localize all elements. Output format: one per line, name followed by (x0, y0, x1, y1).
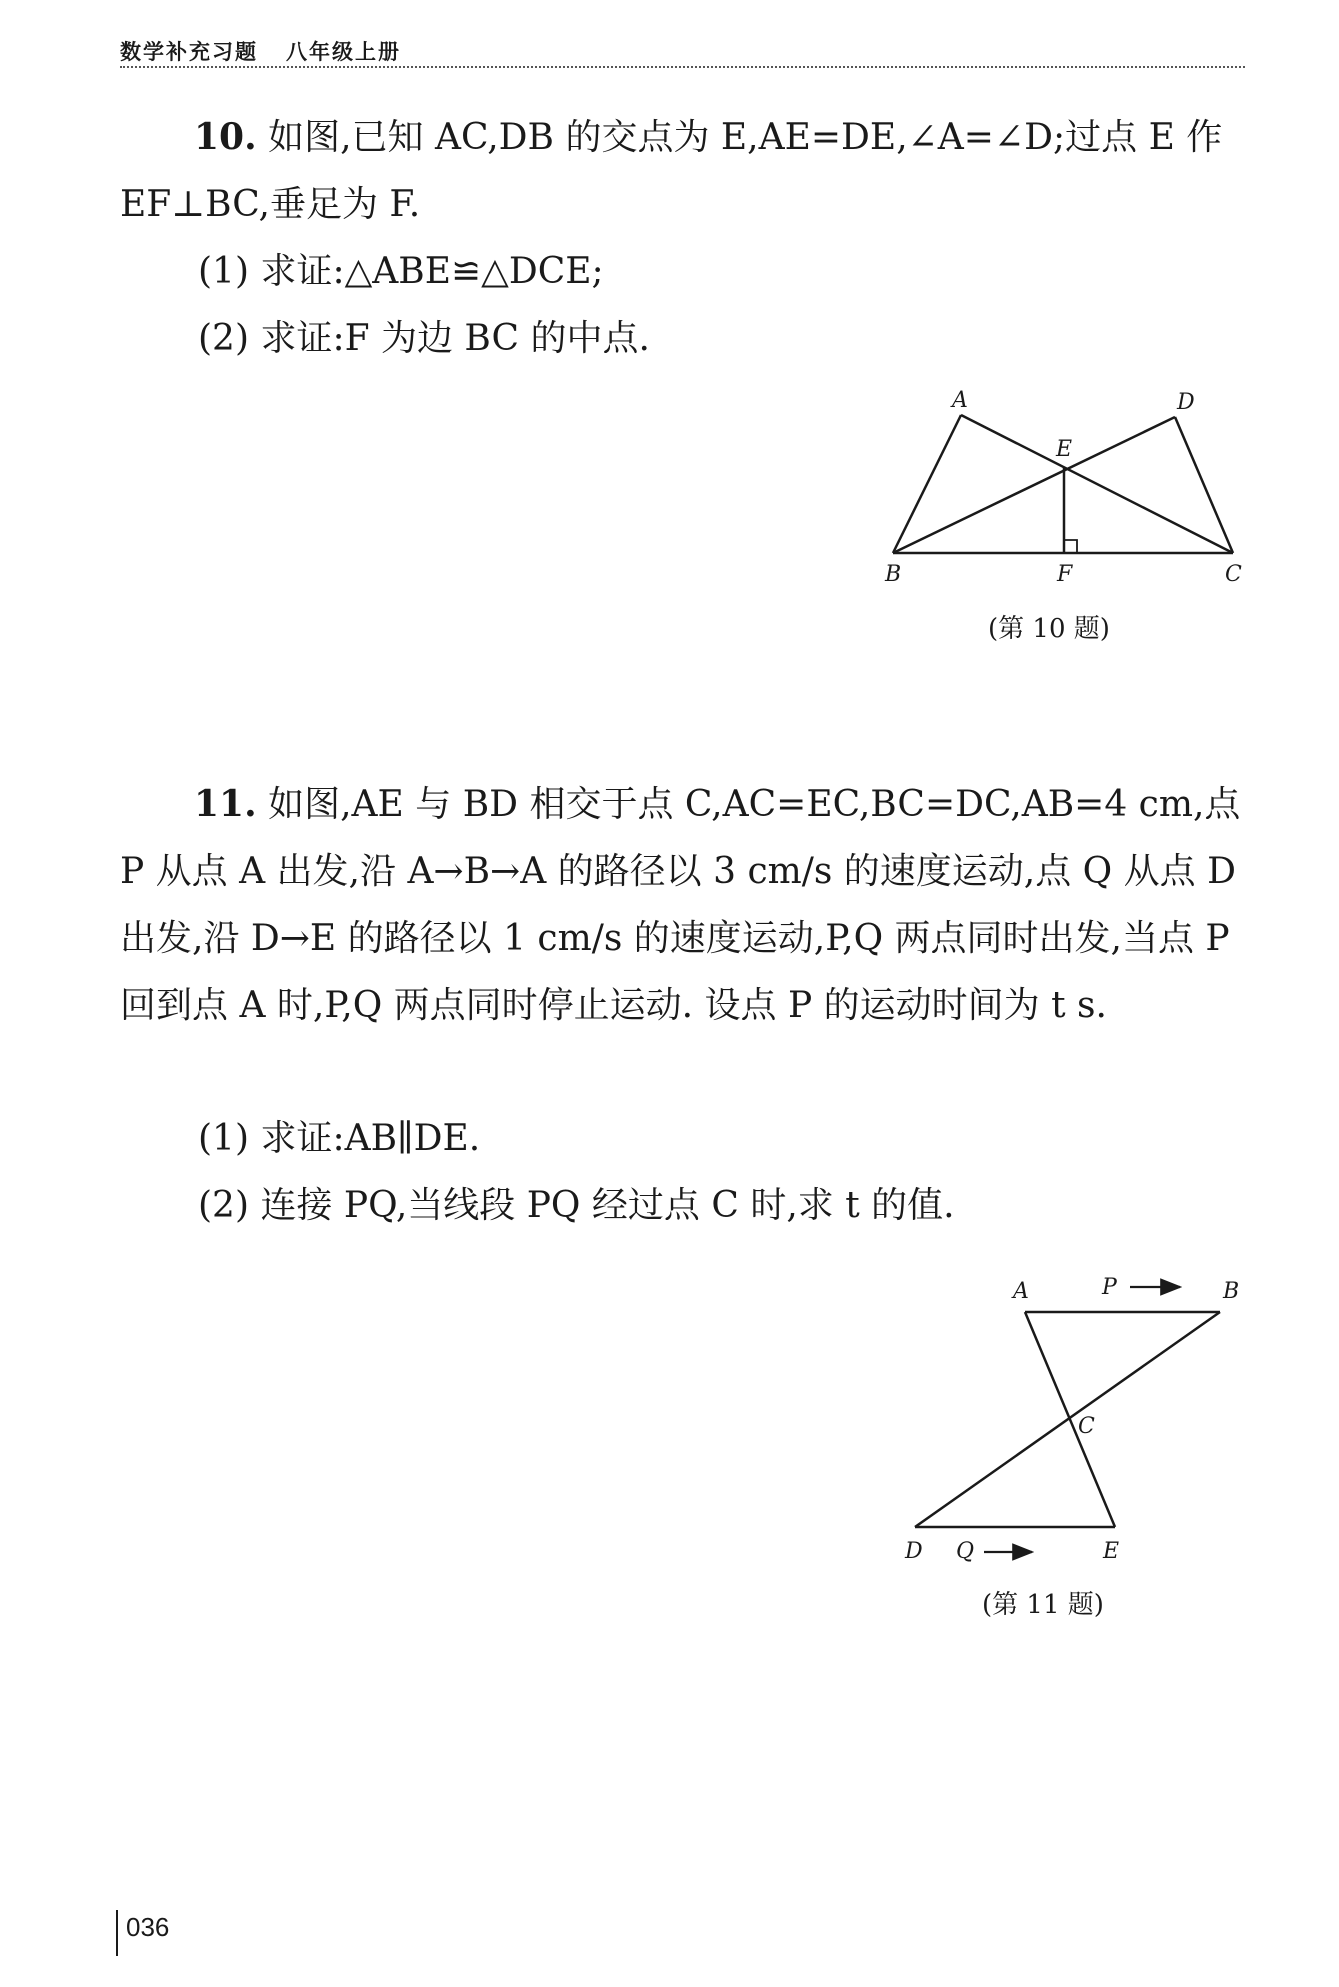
q10-caption: (第 10 题) (988, 614, 1110, 644)
label-c: C (1225, 562, 1242, 587)
q10-figure (870, 380, 1270, 600)
q11-stem-text: 如图,AE 与 BD 相交于点 C,AC=EC,BC=DC,AB=4 cm,点 P 从点 A 出发,沿 A→B→A 的路径以 3 cm/s 的速度运动,点 Q 从点 D 出发,沿 D→E 的路径以 1 cm/s 的速度运动,P,Q 两点同时出发,当点 P 回到点 A 时,P,Q 两点同时停止运动. 设点 P 的运动时间为 t s. (120, 784, 1241, 1026)
label-b: B (885, 562, 902, 587)
label-e: E (1103, 1539, 1120, 1564)
q10-part1: (1) 求证:△ABE≌△DCE; (198, 251, 604, 292)
page-number: 036 (116, 1910, 169, 1956)
segment-db (893, 417, 1175, 553)
segment-ae (1025, 1312, 1115, 1527)
label-a: A (1013, 1279, 1029, 1304)
right-angle-mark (1064, 540, 1077, 553)
q11-figure (900, 1270, 1260, 1570)
segment-ac (961, 415, 1233, 553)
label-q: Q (956, 1539, 975, 1564)
q11-part1: (1) 求证:AB∥DE. (198, 1118, 481, 1159)
segment-ab (893, 415, 961, 553)
q10-number: 10. (194, 116, 257, 158)
label-e: E (1056, 437, 1073, 462)
q11-caption: (第 11 题) (982, 1590, 1104, 1620)
q11-part2: (2) 连接 PQ,当线段 PQ 经过点 C 时,求 t 的值. (198, 1185, 955, 1226)
segment-bd (915, 1312, 1220, 1527)
label-f: F (1057, 562, 1073, 587)
label-a: A (952, 388, 968, 413)
q10-stem-text: 如图,已知 AC,DB 的交点为 E,AE=DE,∠A=∠D;过点 E 作 EF⊥BC,垂足为 F. (120, 117, 1223, 225)
book-title: 数学补充习题 (120, 40, 258, 64)
running-header (120, 36, 401, 66)
grade-label: 八年级上册 (286, 40, 401, 64)
q11-number: 11. (194, 783, 257, 825)
label-p: P (1102, 1275, 1117, 1300)
label-b: B (1223, 1279, 1240, 1304)
q10-part2: (2) 求证:F 为边 BC 的中点. (198, 318, 650, 359)
label-d: D (905, 1539, 923, 1564)
q11-stem (120, 771, 1245, 1039)
label-c: C (1078, 1414, 1095, 1439)
label-d: D (1177, 390, 1195, 415)
q10-stem (120, 104, 1245, 238)
header-divider (120, 66, 1245, 68)
segment-cd (1175, 417, 1233, 553)
